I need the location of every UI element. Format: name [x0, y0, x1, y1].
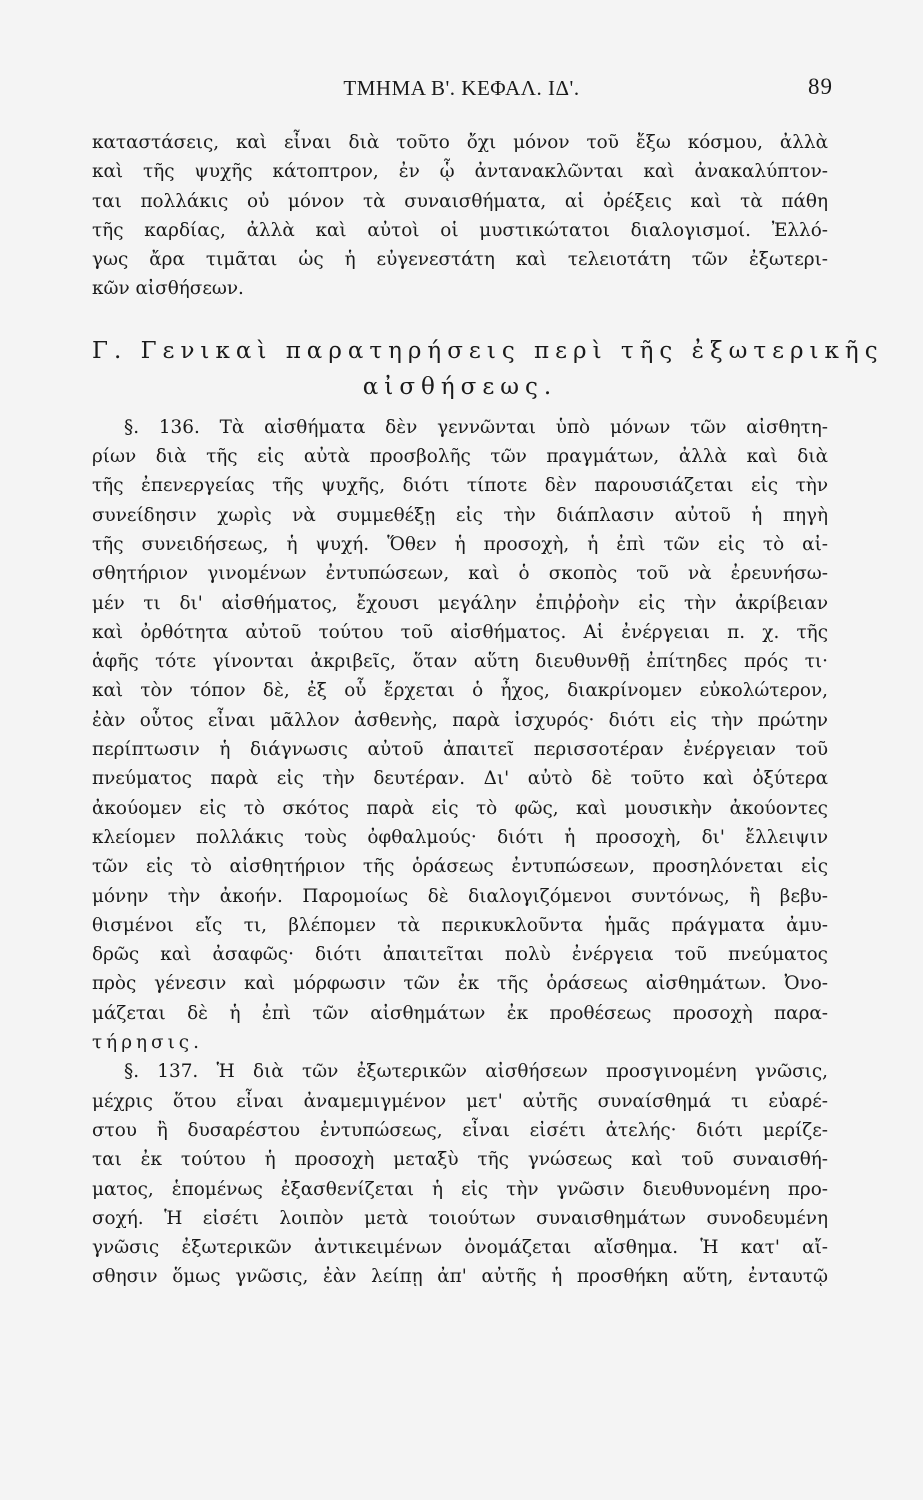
text-line: καταστάσεις, καὶ εἶναι διὰ τοῦτο ὄχι μόνον τοῦ ἔξω κόσμου, ἀλλὰ	[92, 132, 828, 153]
text-line: ἐὰν οὗτος εἶναι μᾶλλον ἀσθενὴς, παρὰ ἰσχυρός· διότι εἰς τὴν πρώτην	[92, 709, 828, 731]
text-line: μόνην τὴν ἀκοήν. Παρομοίως δὲ διαλογιζόμενοι συντόνως, ἢ βεβυ-	[92, 885, 828, 907]
text-line: γνῶσις ἐξωτερικῶν ἀντικειμένων ὀνομάζεται αἴσθημα. Ἡ κατ' αἴ-	[92, 1237, 828, 1259]
text-line: §. 137. Ἡ διὰ τῶν ἐξωτερικῶν αἰσθήσεων προσγινομένη γνῶσις,	[124, 1061, 828, 1083]
text-line: καὶ ὀρθότητα αὐτοῦ τούτου τοῦ αἰσθήματος. Αἱ ἐνέργειαι π. χ. τῆς	[92, 621, 828, 643]
text-line: ἁφῆς τότε γίνονται ἀκριβεῖς, ὅταν αὕτη διευθυνθῇ ἐπίτηδες πρός τι·	[92, 651, 828, 673]
text-line: §. 136. Τὰ αἰσθήματα δὲν γεννῶνται ὑπὸ μόνων τῶν αἰσθητη-	[124, 416, 828, 438]
text-line: ματος, ἑπομένως ἐξασθενίζεται ἡ εἰς τὴν γνῶσιν διευθυνομένη προ-	[92, 1178, 828, 1200]
text-line: δρῶς καὶ ἀσαφῶς· διότι ἀπαιτεῖται πολὺ ἐνέργεια τοῦ πνεύματος	[92, 944, 828, 966]
running-header	[0, 74, 923, 104]
text-line: τῆς ἐπενεργείας τῆς ψυχῆς, διότι τίποτε δὲν παρουσιάζεται εἰς τὴν	[92, 475, 828, 497]
text-line: κλείομεν πολλάκις τοὺς ὀφθαλμούς· διότι ἡ προσοχὴ, δι' ἔλλειψιν	[92, 826, 828, 848]
text-line: πνεύματος παρὰ εἰς τὴν δευτέραν. Δι' αὐτὸ δὲ τοῦτο καὶ ὀξύτερα	[92, 768, 828, 790]
text-line: περίπτωσιν ἡ διάγνωσις αὐτοῦ ἀπαιτεῖ περισσοτέραν ἐνέργειαν τοῦ	[92, 739, 828, 761]
text-line: θισμένοι εἴς τι, βλέπομεν τὰ περικυκλοῦντα ἡμᾶς πράγματα ἀμυ-	[92, 914, 828, 936]
text-line: μάζεται δὲ ἡ ἐπὶ τῶν αἰσθημάτων ἐκ προθέσεως προσοχὴ παρα-	[92, 1002, 828, 1024]
text-line: στου ἢ δυσαρέστου ἐντυπώσεως, εἶναι εἰσέτι ἀτελής· διότι μερίζε-	[92, 1119, 828, 1141]
text-line: τήρησις.	[92, 1032, 203, 1054]
text-line: ἀκούομεν εἰς τὸ σκότος παρὰ εἰς τὸ φῶς, καὶ μουσικὴν ἀκούοντες	[92, 797, 828, 819]
text-line: συνείδησιν χωρὶς νὰ συμμεθέξῃ εἰς τὴν διάπλασιν αὐτοῦ ἡ πηγὴ	[92, 504, 828, 526]
text-line: μέν τι δι' αἰσθήματος, ἔχουσι μεγάλην ἐπιῤῥοὴν εἰς τὴν ἀκρίβειαν	[92, 592, 828, 614]
text-line: σθητήριον γινομένων ἐντυπώσεων, καὶ ὁ σκοπὸς τοῦ νὰ ἐρευνήσω-	[92, 563, 828, 585]
paragraph-continued	[92, 128, 828, 304]
paragraph-136	[92, 413, 828, 1058]
text-line: καὶ τὸν τόπον δὲ, ἐξ οὗ ἔρχεται ὁ ἦχος, διακρίνομεν εὐκολώτερον,	[92, 680, 828, 702]
page-number: 89	[808, 74, 833, 99]
text-line: σοχή. Ἡ εἰσέτι λοιπὸν μετὰ τοιούτων συναισθημάτων συνοδευμένη	[92, 1207, 828, 1229]
section-heading-line: Γ. Γενικαὶ παρατηρήσεις περὶ τῆς ἐξωτερικῆς	[92, 337, 884, 364]
body-text	[92, 128, 884, 1292]
text-line: μέχρις ὅτου εἶναι ἀναμεμιγμένον μετ' αὐτῆς συναίσθημά τι εὐαρέ-	[92, 1090, 828, 1112]
text-line: πρὸς γένεσιν καὶ μόρφωσιν τῶν ἐκ τῆς ὁράσεως αἰσθημάτων. Ὀνο-	[92, 973, 828, 995]
text-line: σθησιν ὅμως γνῶσις, ἐὰν λείπῃ ἀπ' αὐτῆς ἡ προσθήκη αὕτη, ἐνταυτῷ	[92, 1266, 828, 1288]
text-line: τῆς συνειδήσεως, ἡ ψυχή. Ὅθεν ἡ προσοχὴ, ἡ ἐπὶ τῶν εἰς τὸ αἰ-	[92, 533, 828, 555]
text-line: τῶν εἰς τὸ αἰσθητήριον τῆς ὁράσεως ἐντυπώσεων, προσηλόνεται εἰς	[92, 856, 828, 878]
text-line: τῆς καρδίας, ἀλλὰ καὶ αὐτοὶ οἱ μυστικώτατοι διαλογισμοί. Ἐλλό-	[92, 219, 828, 241]
text-line: ται ἐκ τούτου ἡ προσοχὴ μεταξὺ τῆς γνώσεως καὶ τοῦ συναισθή-	[92, 1149, 828, 1171]
text-line: κῶν αἰσθήσεων.	[92, 278, 244, 300]
text-line: ται πολλάκις οὐ μόνον τὰ συναισθήματα, αἱ ὀρέξεις καὶ τὰ πάθη	[92, 190, 828, 212]
paragraph-137	[92, 1057, 828, 1291]
section-heading-line: αἰσθήσεως.	[362, 373, 558, 400]
text-line: ρίων διὰ τῆς εἰς αὐτὰ προσβολῆς τῶν πραγμάτων, ἀλλὰ καὶ διὰ	[92, 446, 828, 468]
text-line: καὶ τῆς ψυχῆς κάτοπτρον, ἐν ᾧ ἀντανακλῶνται καὶ ἀνακαλύπτον-	[92, 161, 828, 183]
section-heading	[92, 333, 884, 405]
running-title: ΤΜΗΜΑ Β'. ΚΕΦΑΛ. ΙΔ'.	[343, 76, 580, 100]
text-line: γως ἄρα τιμᾶται ὡς ἡ εὐγενεστάτη καὶ τελειοτάτη τῶν ἐξωτερι-	[92, 249, 828, 271]
